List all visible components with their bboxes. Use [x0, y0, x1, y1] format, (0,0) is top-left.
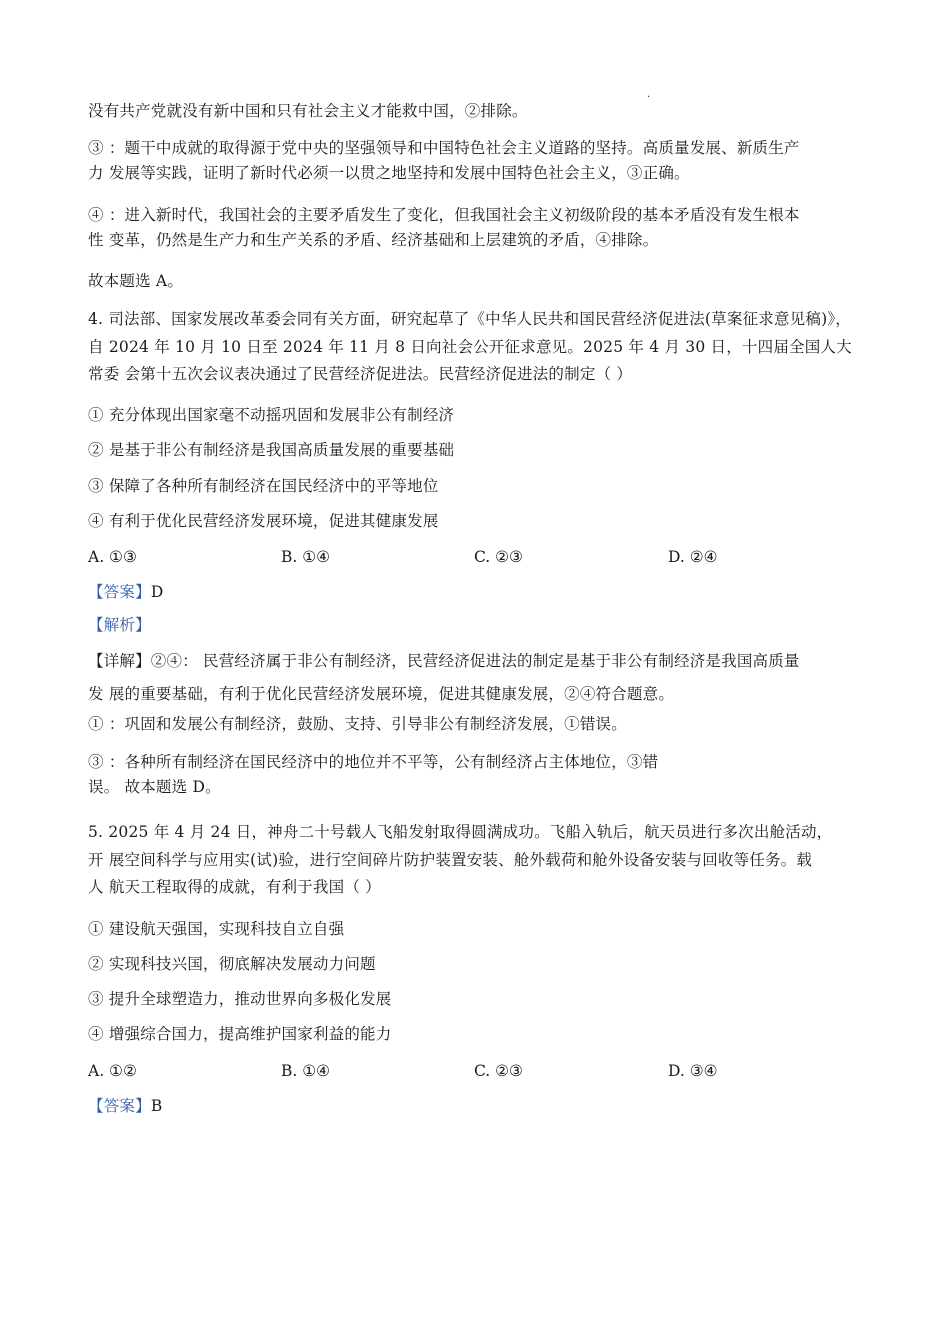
explanation-line: 误。 故本题选 D。	[88, 778, 221, 796]
text-line: 没有共产党就没有新中国和只有社会主义才能救中国，②排除。	[88, 102, 528, 120]
answer-value: B	[150, 1097, 163, 1115]
stray-mark: .	[647, 89, 651, 100]
question-4-stem: 自 2024 年 10 月 10 日至 2024 年 11 月 8 日向社会公开征求意见。2025 年 4 月 30 日，十四届全国人大	[88, 338, 852, 356]
option-b: B. ①④	[281, 1062, 331, 1080]
text-line: ③ ：题干中成就的取得源于党中央的坚强领导和中国特色社会主义道路的坚持。高质量发展、新质生产	[88, 139, 800, 157]
text-line: 力 发展等实践，证明了新时代必须一以贯之地坚持和发展中国特色社会主义，③正确。	[88, 164, 690, 182]
option-b: B. ①④	[281, 548, 331, 566]
text-line: 故本题选 A。	[88, 272, 184, 290]
question-4-stem: 4. 司法部、国家发展改革委会同有关方面，研究起草了《中华人民共和国民营经济促进法(草案征求意见稿)》，	[88, 310, 851, 328]
question-5-stem: 5. 2025 年 4 月 24 日，神舟二十号载人飞船发射取得圆满成功。飞船入轨后，航天员进行多次出舱活动，	[88, 823, 833, 841]
question-5-stem: 人 航天工程取得的成就，有利于我国（ ）	[88, 878, 381, 896]
answer-line	[88, 1096, 162, 1116]
statement-item: ④ 增强综合国力，提高维护国家利益的能力	[88, 1025, 392, 1043]
statement-item: ① 充分体现出国家毫不动摇巩固和发展非公有制经济	[88, 406, 455, 424]
answer-tag: 【答案】	[88, 583, 151, 601]
option-c: C. ②③	[474, 1062, 523, 1080]
answer-value: D	[150, 583, 164, 601]
statement-item: ② 是基于非公有制经济是我国高质量发展的重要基础	[88, 441, 455, 459]
option-a: A. ①③	[88, 548, 137, 566]
option-d: D. ②④	[668, 548, 718, 566]
explanation-line: 【详解】②④： 民营经济属于非公有制经济，民营经济促进法的制定是基于非公有制经济是我国高质量	[88, 652, 800, 670]
explanation-line: ① ：巩固和发展公有制经济，鼓励、支持、引导非公有制经济发展，①错误。	[88, 715, 627, 733]
statement-item: ③ 保障了各种所有制经济在国民经济中的平等地位	[88, 477, 439, 495]
answer-tag: 【答案】	[88, 1097, 151, 1115]
statement-item: ① 建设航天强国，实现科技自立自强	[88, 920, 345, 938]
answer-line	[88, 582, 163, 602]
option-c: C. ②③	[474, 548, 523, 566]
text-line: ④ ：进入新时代，我国社会的主要矛盾发生了变化，但我国社会主义初级阶段的基本矛盾没有发生根本	[88, 206, 800, 224]
explanation-line: ③ ：各种所有制经济在国民经济中的地位并不平等，公有制经济占主体地位，③错	[88, 753, 659, 771]
statement-item: ③ 提升全球塑造力，推动世界向多极化发展	[88, 990, 392, 1008]
analysis-tag: 【解析】	[88, 616, 151, 634]
question-4-stem: 常委 会第十五次会议表决通过了民营经济促进法。民营经济促进法的制定（ ）	[88, 365, 633, 383]
option-a: A. ①②	[88, 1062, 137, 1080]
explanation-line: 发 展的重要基础，有利于优化民营经济发展环境，促进其健康发展，②④符合题意。	[88, 685, 675, 703]
statement-item: ② 实现科技兴国，彻底解决发展动力问题	[88, 955, 376, 973]
text-line: 性 变革，仍然是生产力和生产关系的矛盾、经济基础和上层建筑的矛盾，④排除。	[88, 231, 659, 249]
statement-item: ④ 有利于优化民营经济发展环境，促进其健康发展	[88, 512, 439, 530]
question-5-stem: 开 展空间科学与应用实(试)验，进行空间碎片防护装置安装、舱外载荷和舱外设备安装与回收等任务。载	[88, 851, 813, 869]
option-d: D. ③④	[668, 1062, 718, 1080]
